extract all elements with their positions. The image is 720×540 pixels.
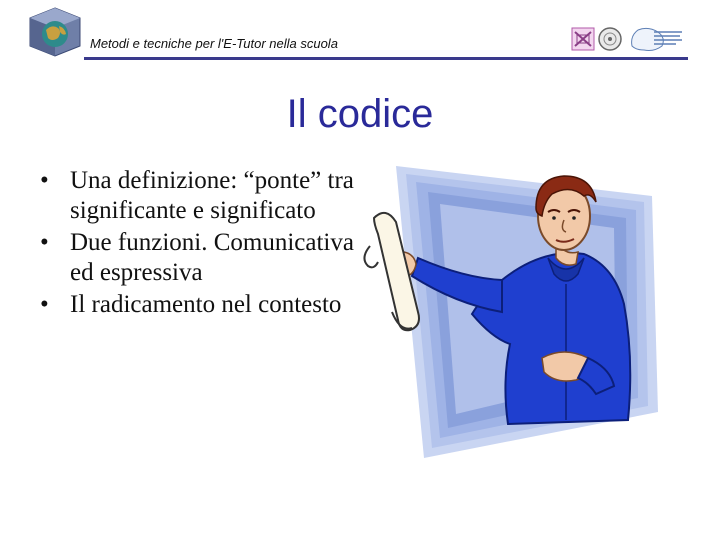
header-title: Metodi e tecniche per l'E-Tutor nella scuola <box>90 36 338 51</box>
slide-title: Il codice <box>286 92 434 136</box>
bullet-list <box>40 166 360 322</box>
man-holding-scroll-clipart <box>352 162 658 458</box>
university-seal-icon <box>572 28 594 50</box>
bullet-text: Il radicamento nel contesto <box>70 291 342 318</box>
bullet-text: Due funzioni. Comunicativa ed espressiva <box>70 229 354 286</box>
header-divider <box>84 57 688 60</box>
partner-logos <box>570 24 690 54</box>
bullet-item <box>40 166 360 226</box>
bullet-dot: • <box>40 291 49 318</box>
slide-header <box>0 0 720 64</box>
bullet-text: Una definizione: “ponte” tra significante e significato <box>70 167 354 224</box>
bullet-dot: • <box>40 167 49 194</box>
circular-seal-icon <box>599 28 621 50</box>
bullet-item <box>40 290 360 320</box>
region-map-logo-icon <box>632 28 682 50</box>
globe-cube-logo-icon <box>28 6 82 58</box>
bullet-dot: • <box>40 229 49 256</box>
bullet-item <box>40 228 360 288</box>
